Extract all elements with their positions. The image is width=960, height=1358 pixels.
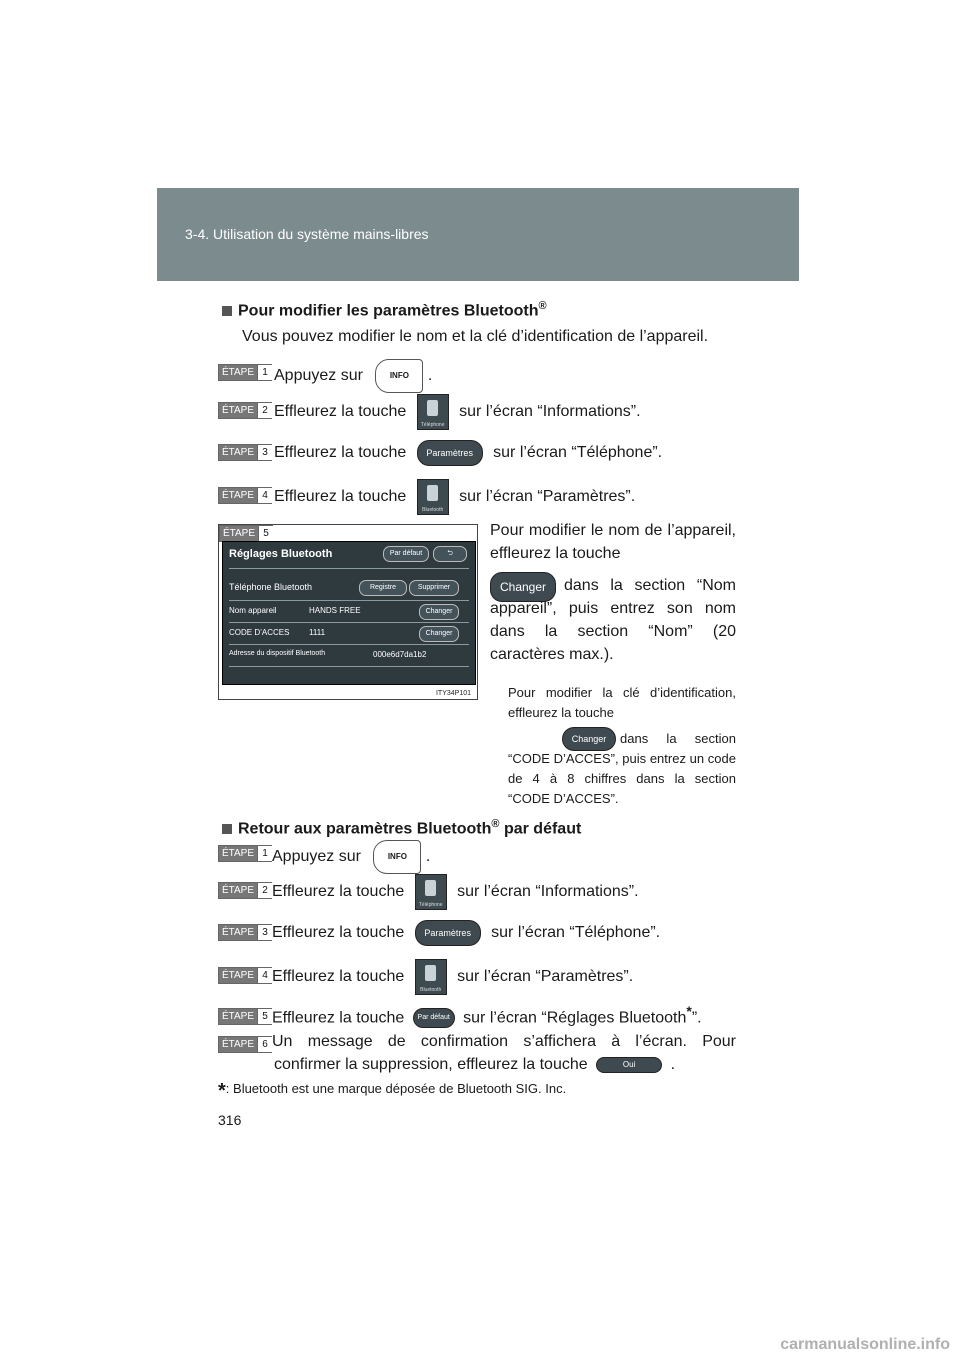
section1-intro: Vous pouvez modifier le nom et la clé d’identification de l’appareil. xyxy=(242,328,709,345)
oui-button-icon: Oui xyxy=(596,1057,662,1073)
step-badge: ÉTAPE 3 xyxy=(218,924,272,941)
step-badge: ÉTAPE 6 xyxy=(218,1036,272,1053)
chapter-header xyxy=(157,188,799,281)
step-badge: ÉTAPE 2 xyxy=(218,402,272,419)
step-badge: ÉTAPE 5 xyxy=(218,1008,272,1025)
step6-line1: Un message de confirmation s’affichera à l’écran. Pour xyxy=(272,1033,736,1050)
step5-note-b: dans la section “CODE D’ACCES”, puis entrez un code de 4 à 8 chiffres dans la section “CODE D’ACCES”. xyxy=(508,731,736,806)
info-button-icon: INFO xyxy=(373,840,421,874)
step-text: Effleurez la touche Paramètres sur l’écran “Téléphone”. xyxy=(272,920,660,946)
section1-title: Pour modifier les paramètres Bluetooth® xyxy=(222,300,547,320)
changer-button-icon: Changer xyxy=(490,572,556,602)
footnote: *: Bluetooth est une marque déposée de Bluetooth SIG. Inc. xyxy=(218,1080,567,1102)
screen-changer-name-button: Changer xyxy=(419,604,459,620)
image-code: ITY34P101 xyxy=(435,690,471,697)
parametres-button-icon: Paramètres xyxy=(415,920,481,946)
parametres-button-icon: Paramètres xyxy=(417,440,483,466)
bluetooth-settings-screenshot xyxy=(218,524,478,700)
screen-name-value: HANDS FREE xyxy=(309,606,361,615)
screen-supprimer-button: Supprimer xyxy=(409,580,459,596)
screen-title: Réglages Bluetooth xyxy=(229,548,333,560)
screen-addr-value: 000e6d7da1b2 xyxy=(373,650,427,659)
bluetooth-icon: Bluetooth xyxy=(415,959,447,995)
step-text: Effleurez la touche Téléphone sur l’écran “Informations”. xyxy=(272,874,639,910)
step-text: Effleurez la touche Téléphone sur l’écran “Informations”. xyxy=(274,394,641,430)
telephone-icon: Téléphone xyxy=(415,874,447,910)
step-badge: ÉTAPE 5 xyxy=(219,525,273,542)
step-text: Effleurez la touche Bluetooth sur l’écran “Paramètres”. xyxy=(272,959,633,995)
step-text: Effleurez la touche Bluetooth sur l’écran “Paramètres”. xyxy=(274,479,635,515)
screen-code-value: 1111 xyxy=(309,628,326,637)
step-text: Effleurez la touche Paramètres sur l’écran “Téléphone”. xyxy=(274,440,662,466)
screen-changer-code-button: Changer xyxy=(419,626,459,642)
square-bullet-icon xyxy=(222,824,232,834)
screen-registre-button: Registre xyxy=(359,580,407,596)
telephone-icon: Téléphone xyxy=(417,394,449,430)
step-badge: ÉTAPE 3 xyxy=(218,444,272,461)
changer-button-icon-small: Changer xyxy=(562,727,616,751)
step-badge: ÉTAPE 1 xyxy=(218,845,272,862)
step-text: Appuyez sur INFO . xyxy=(272,840,430,874)
step-badge: ÉTAPE 4 xyxy=(218,967,272,984)
step5-note-a: Pour modifier la clé d’identification, effleurez la touche xyxy=(508,685,736,720)
step-badge: ÉTAPE 1 xyxy=(218,364,272,381)
back-icon: ⮌ xyxy=(433,546,467,562)
screen-name-label: Nom appareil xyxy=(229,606,277,615)
screen-addr-label: Adresse du dispositif Bluetooth xyxy=(229,650,326,657)
par-defaut-button-icon: Par défaut xyxy=(413,1008,455,1028)
info-button-icon: INFO xyxy=(375,359,423,393)
screen-display xyxy=(222,541,476,685)
screen-default-button: Par défaut xyxy=(383,546,429,562)
step5-text-a: Pour modifier le nom de l’appareil, effleurez la touche xyxy=(490,522,736,562)
step-text: Appuyez sur INFO . xyxy=(274,359,432,393)
step-text: Effleurez la touche Par défaut sur l’écran “Réglages Bluetooth*”. xyxy=(272,1003,702,1027)
step6-line2: confirmer la suppression, effleurez la touche Oui . xyxy=(274,1056,676,1073)
step5-text-b: dans la section “Nom appareil”, puis entrez son nom dans la section “Nom” (20 caractères max.). xyxy=(490,577,736,663)
chapter-title: 3-4. Utilisation du système mains-libres xyxy=(185,226,429,242)
square-bullet-icon xyxy=(222,306,232,316)
watermark: carmanualsonline.info xyxy=(780,1336,950,1353)
step-badge: ÉTAPE 2 xyxy=(218,882,272,899)
step-badge: ÉTAPE 4 xyxy=(218,487,272,504)
screen-phone-label: Téléphone Bluetooth xyxy=(229,582,313,592)
screen-code-label: CODE D’ACCES xyxy=(229,628,290,637)
page-number: 316 xyxy=(218,1112,242,1128)
bluetooth-icon: Bluetooth xyxy=(417,479,449,515)
section2-title: Retour aux paramètres Bluetooth® par défaut xyxy=(222,818,581,838)
